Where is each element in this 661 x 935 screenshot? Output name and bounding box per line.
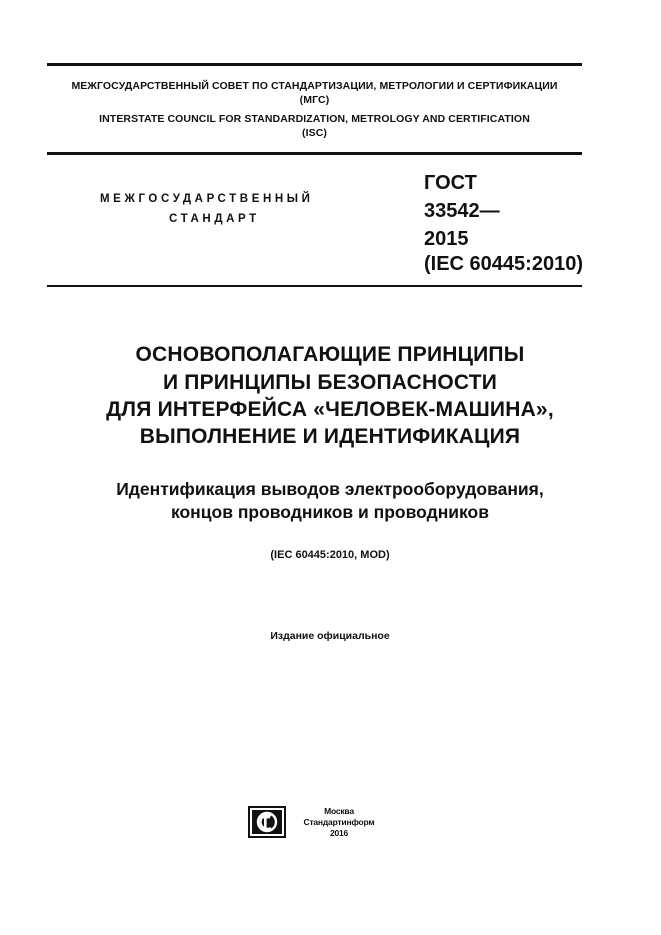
council-name-ru: МЕЖГОСУДАРСТВЕННЫЙ СОВЕТ ПО СТАНДАРТИЗАЦИИ, МЕТРОЛОГИИ И СЕРТИФИКАЦИИ xyxy=(71,80,558,92)
title-line3: ДЛЯ ИНТЕРФЕЙСА «ЧЕЛОВЕК-МАШИНА», xyxy=(106,398,554,421)
edition-note: Издание официальное xyxy=(270,630,390,642)
designation-rule xyxy=(47,285,582,287)
subtitle-line1: Идентификация выводов электрооборудования, xyxy=(116,479,544,499)
title-line4: ВЫПОЛНЕНИЕ И ИДЕНТИФИКАЦИЯ xyxy=(139,425,521,448)
standard-type-line1: МЕЖГОСУДАРСТВЕННЫЙ xyxy=(100,193,314,205)
publisher-name: Стандартинформ xyxy=(303,817,375,827)
subtitle-line2: концов проводников и проводников xyxy=(170,502,490,522)
gost-label: ГОСТ xyxy=(424,172,477,194)
publisher-city: Москва xyxy=(324,806,354,816)
top-rule xyxy=(47,63,582,66)
title-line1: ОСНОВОПОЛАГАЮЩИЕ ПРИНЦИПЫ xyxy=(135,343,525,366)
publisher-year: 2016 xyxy=(329,828,349,838)
title-line2: И ПРИНЦИПЫ БЕЗОПАСНОСТИ xyxy=(162,371,498,394)
standard-type-line2: СТАНДАРТ xyxy=(169,213,260,225)
iec-reference: (IEC 60445:2010) xyxy=(424,253,583,275)
council-name-en: INTERSTATE COUNCIL FOR STANDARDIZATION, METROLOGY AND CERTIFICATION xyxy=(99,113,530,125)
council-abbr-ru: (МГС) xyxy=(299,94,330,106)
standartinform-logo-icon xyxy=(248,806,286,838)
council-abbr-en: (ISC) xyxy=(302,127,327,139)
gost-year: 2015 xyxy=(424,228,469,250)
equivalence-note: (IEC 60445:2010, MOD) xyxy=(270,549,390,561)
gost-number: 33542— xyxy=(424,200,500,222)
header-rule xyxy=(47,152,582,155)
